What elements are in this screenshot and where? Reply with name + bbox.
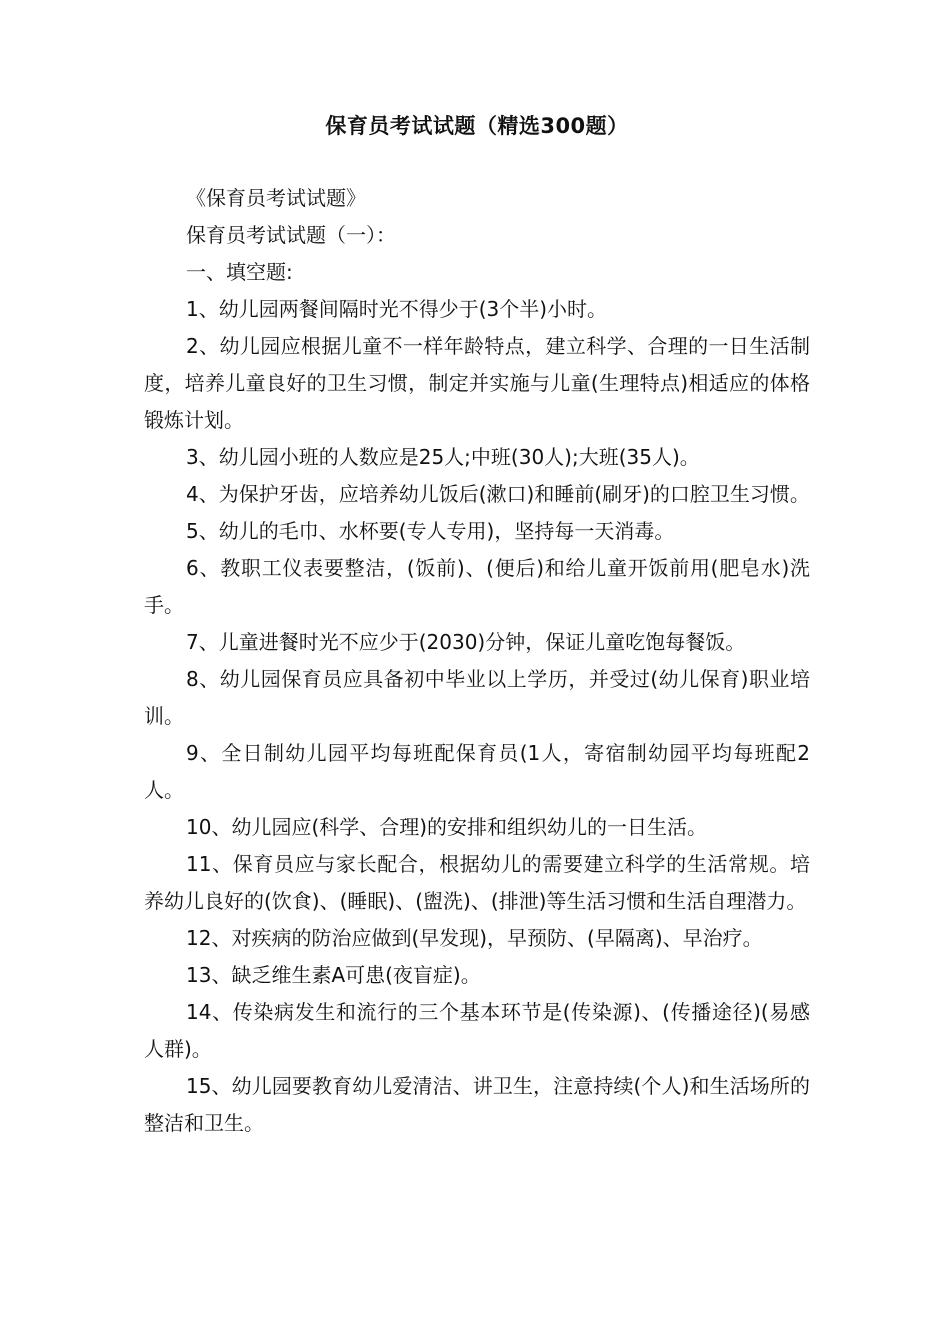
question-item: 13、缺乏维生素A可患(夜盲症)。	[186, 963, 481, 987]
paragraph: 保育员考试试题（一）：	[186, 223, 396, 247]
question-item: 6、教职工仪表要整洁，(饭前)、(便后)和给儿童开饭前用(肥皂水)洗手。	[144, 556, 810, 617]
question-item: 15、幼儿园要教育幼儿爱清洁、讲卫生，注意持续(个人)和生活场所的整洁和卫生。	[144, 1074, 810, 1135]
question-item: 3、幼儿园小班的人数应是25人;中班(30人);大班(35人)。	[186, 445, 700, 469]
document-title: 保育员考试试题（精选300题）	[325, 114, 629, 138]
question-item: 11、保育员应与家长配合，根据幼儿的需要建立科学的生活常规。培养幼儿良好的(饮食)、(睡眠)、(盥洗)、(排泄)等生活习惯和生活自理潜力。	[144, 852, 810, 913]
paragraph: 《保育员考试试题》	[186, 186, 366, 210]
question-item: 9、全日制幼儿园平均每班配保育员(1人，寄宿制幼园平均每班配2人。	[144, 741, 810, 802]
document-body	[144, 180, 810, 1142]
question-item: 4、为保护牙齿，应培养幼儿饭后(漱口)和睡前(刷牙)的口腔卫生习惯。	[186, 482, 810, 506]
question-item: 10、幼儿园应(科学、合理)的安排和组织幼儿的一日生活。	[186, 815, 708, 839]
question-item: 12、对疾病的防治应做到(早发现)，早预防、(早隔离)、早治疗。	[186, 926, 763, 950]
section-heading: 一、填空题:	[186, 260, 293, 284]
question-item: 8、幼儿园保育员应具备初中毕业以上学历，并受过(幼儿保育)职业培训。	[144, 667, 810, 728]
document-page	[144, 108, 810, 1142]
question-item: 14、传染病发生和流行的三个基本环节是(传染源)、(传播途径)(易感人群)。	[144, 1000, 810, 1061]
question-item: 7、儿童进餐时光不应少于(2030)分钟，保证儿童吃饱每餐饭。	[186, 630, 746, 654]
question-item: 2、幼儿园应根据儿童不一样年龄特点，建立科学、合理的一日生活制度，培养儿童良好的卫生习惯，制定并实施与儿童(生理特点)相适应的体格锻炼计划。	[144, 334, 810, 432]
question-item: 5、幼儿的毛巾、水杯要(专人专用)，坚持每一天消毒。	[186, 519, 675, 543]
question-item: 1、幼儿园两餐间隔时光不得少于(3个半)小时。	[186, 297, 608, 321]
